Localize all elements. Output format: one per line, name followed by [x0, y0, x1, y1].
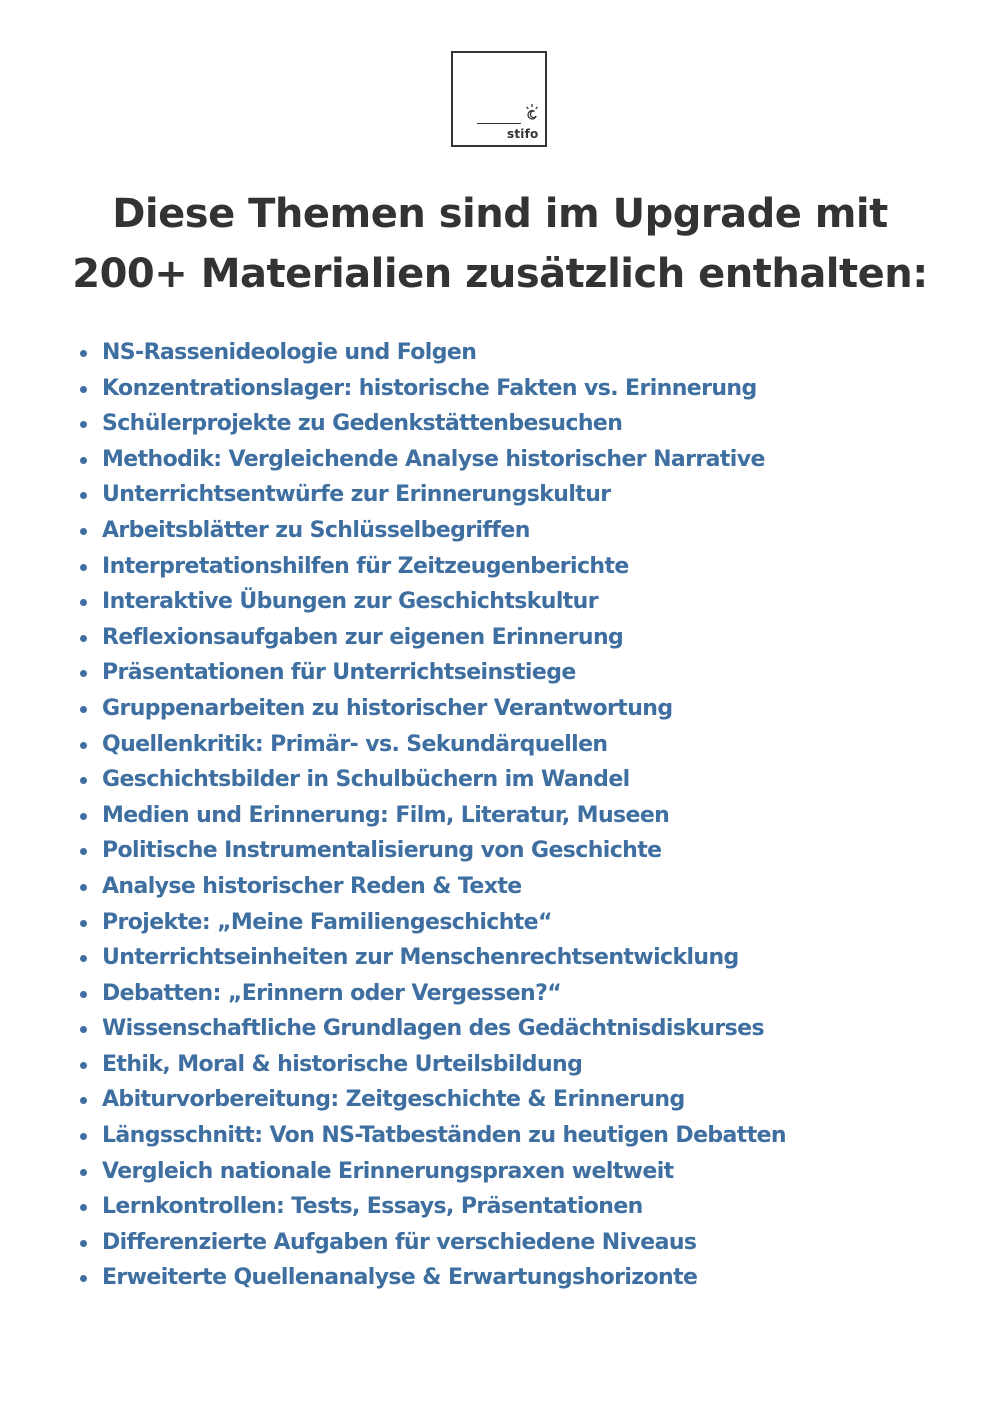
list-item-text: Quellenkritik: Primär- vs. Sekundärquellen: [102, 731, 608, 757]
logo-text: stifo: [507, 127, 539, 141]
bullet-icon: [80, 742, 87, 749]
list-item: [78, 1082, 786, 1118]
list-item-text: Reflexionsaufgaben zur eigenen Erinnerung: [102, 624, 624, 650]
bullet-icon: [80, 1275, 87, 1282]
list-item: [78, 833, 786, 869]
bullet-icon: [80, 350, 87, 357]
list-item-text: Ethik, Moral & historische Urteilsbildung: [102, 1051, 583, 1077]
bullet-icon: [80, 848, 87, 855]
list-item: [78, 905, 786, 941]
list-item-text: Arbeitsblätter zu Schlüsselbegriffen: [102, 517, 530, 543]
bullet-icon: [80, 1169, 87, 1176]
list-item: [78, 371, 786, 407]
list-item: [78, 762, 786, 798]
list-item: [78, 869, 786, 905]
list-item: [78, 691, 786, 727]
list-item-text: Interpretationshilfen für Zeitzeugenberichte: [102, 553, 629, 579]
list-item: [78, 1011, 786, 1047]
bullet-icon: [80, 920, 87, 927]
bullet-icon: [80, 1026, 87, 1033]
bullet-icon: [80, 991, 87, 998]
sun-moon-icon: [524, 103, 540, 121]
bullet-icon: [80, 670, 87, 677]
list-item-text: Lernkontrollen: Tests, Essays, Präsentationen: [102, 1194, 643, 1220]
list-item: [78, 335, 786, 371]
bullet-icon: [80, 1097, 87, 1104]
list-item-text: Vergleich nationale Erinnerungspraxen weltweit: [102, 1158, 674, 1184]
list-item: [78, 940, 786, 976]
list-item: [78, 727, 786, 763]
list-item-text: Projekte: „Meine Familiengeschichte“: [102, 909, 552, 935]
list-item-text: Präsentationen für Unterrichtseinstiege: [102, 660, 576, 686]
bullet-icon: [80, 706, 87, 713]
list-item-text: Unterrichtseinheiten zur Menschenrechtsentwicklung: [102, 945, 739, 971]
bullet-icon: [80, 1240, 87, 1247]
list-item-text: Unterrichtsentwürfe zur Erinnerungskultur: [102, 482, 611, 508]
list-item: [78, 1118, 786, 1154]
page-title: [0, 184, 1000, 304]
list-item-text: Debatten: „Erinnern oder Vergessen?“: [102, 980, 562, 1006]
bullet-icon: [80, 1133, 87, 1140]
bullet-icon: [80, 421, 87, 428]
list-item-text: Methodik: Vergleichende Analyse historischer Narrative: [102, 446, 765, 472]
list-item-text: Schülerprojekte zu Gedenkstättenbesuchen: [102, 411, 623, 437]
list-item-text: Abiturvorbereitung: Zeitgeschichte & Erinnerung: [102, 1087, 685, 1113]
bullet-icon: [80, 528, 87, 535]
bullet-icon: [80, 813, 87, 820]
logo-underline: [477, 123, 521, 124]
bullet-icon: [80, 1204, 87, 1211]
list-item: [78, 1047, 786, 1083]
list-item-text: Längsschnitt: Von NS-Tatbeständen zu heutigen Debatten: [102, 1123, 786, 1149]
list-item-text: Politische Instrumentalisierung von Geschichte: [102, 838, 662, 864]
bullet-icon: [80, 599, 87, 606]
list-item: [78, 1225, 786, 1261]
list-item-text: Differenzierte Aufgaben für verschiedene Niveaus: [102, 1229, 697, 1255]
bullet-icon: [80, 564, 87, 571]
list-item-text: Konzentrationslager: historische Fakten vs. Erinnerung: [102, 375, 757, 401]
bullet-icon: [80, 1062, 87, 1069]
bullet-icon: [80, 492, 87, 499]
topic-list: [78, 335, 786, 1296]
list-item: [78, 442, 786, 478]
bullet-icon: [80, 386, 87, 393]
list-item-text: Interaktive Übungen zur Geschichtskultur: [102, 589, 598, 615]
list-item-text: NS-Rassenideologie und Folgen: [102, 340, 477, 365]
list-item: [78, 976, 786, 1012]
bullet-icon: [80, 777, 87, 784]
bullet-icon: [80, 635, 87, 642]
logo: [451, 51, 547, 147]
list-item-text: Analyse historischer Reden & Texte: [102, 873, 522, 899]
list-item: [78, 513, 786, 549]
list-item-text: Wissenschaftliche Grundlagen des Gedächtnisdiskurses: [102, 1016, 764, 1042]
list-item: [78, 477, 786, 513]
list-item: [78, 620, 786, 656]
list-item: [78, 406, 786, 442]
list-item: [78, 1260, 786, 1296]
list-item: [78, 798, 786, 834]
list-item: [78, 1154, 786, 1190]
list-item: [78, 1189, 786, 1225]
page-title-line-1: Diese Themen sind im Upgrade mit: [112, 191, 888, 237]
page-title-line-2: 200+ Materialien zusätzlich enthalten:: [72, 251, 928, 297]
list-item: [78, 584, 786, 620]
bullet-icon: [80, 457, 87, 464]
bullet-icon: [80, 955, 87, 962]
bullet-icon: [80, 884, 87, 891]
list-item-text: Gruppenarbeiten zu historischer Verantwortung: [102, 695, 673, 721]
list-item: [78, 549, 786, 585]
list-item-text: Geschichtsbilder in Schulbüchern im Wandel: [102, 767, 630, 793]
list-item-text: Medien und Erinnerung: Film, Literatur, Museen: [102, 802, 670, 828]
list-item: [78, 655, 786, 691]
list-item-text: Erweiterte Quellenanalyse & Erwartungshorizonte: [102, 1265, 698, 1291]
